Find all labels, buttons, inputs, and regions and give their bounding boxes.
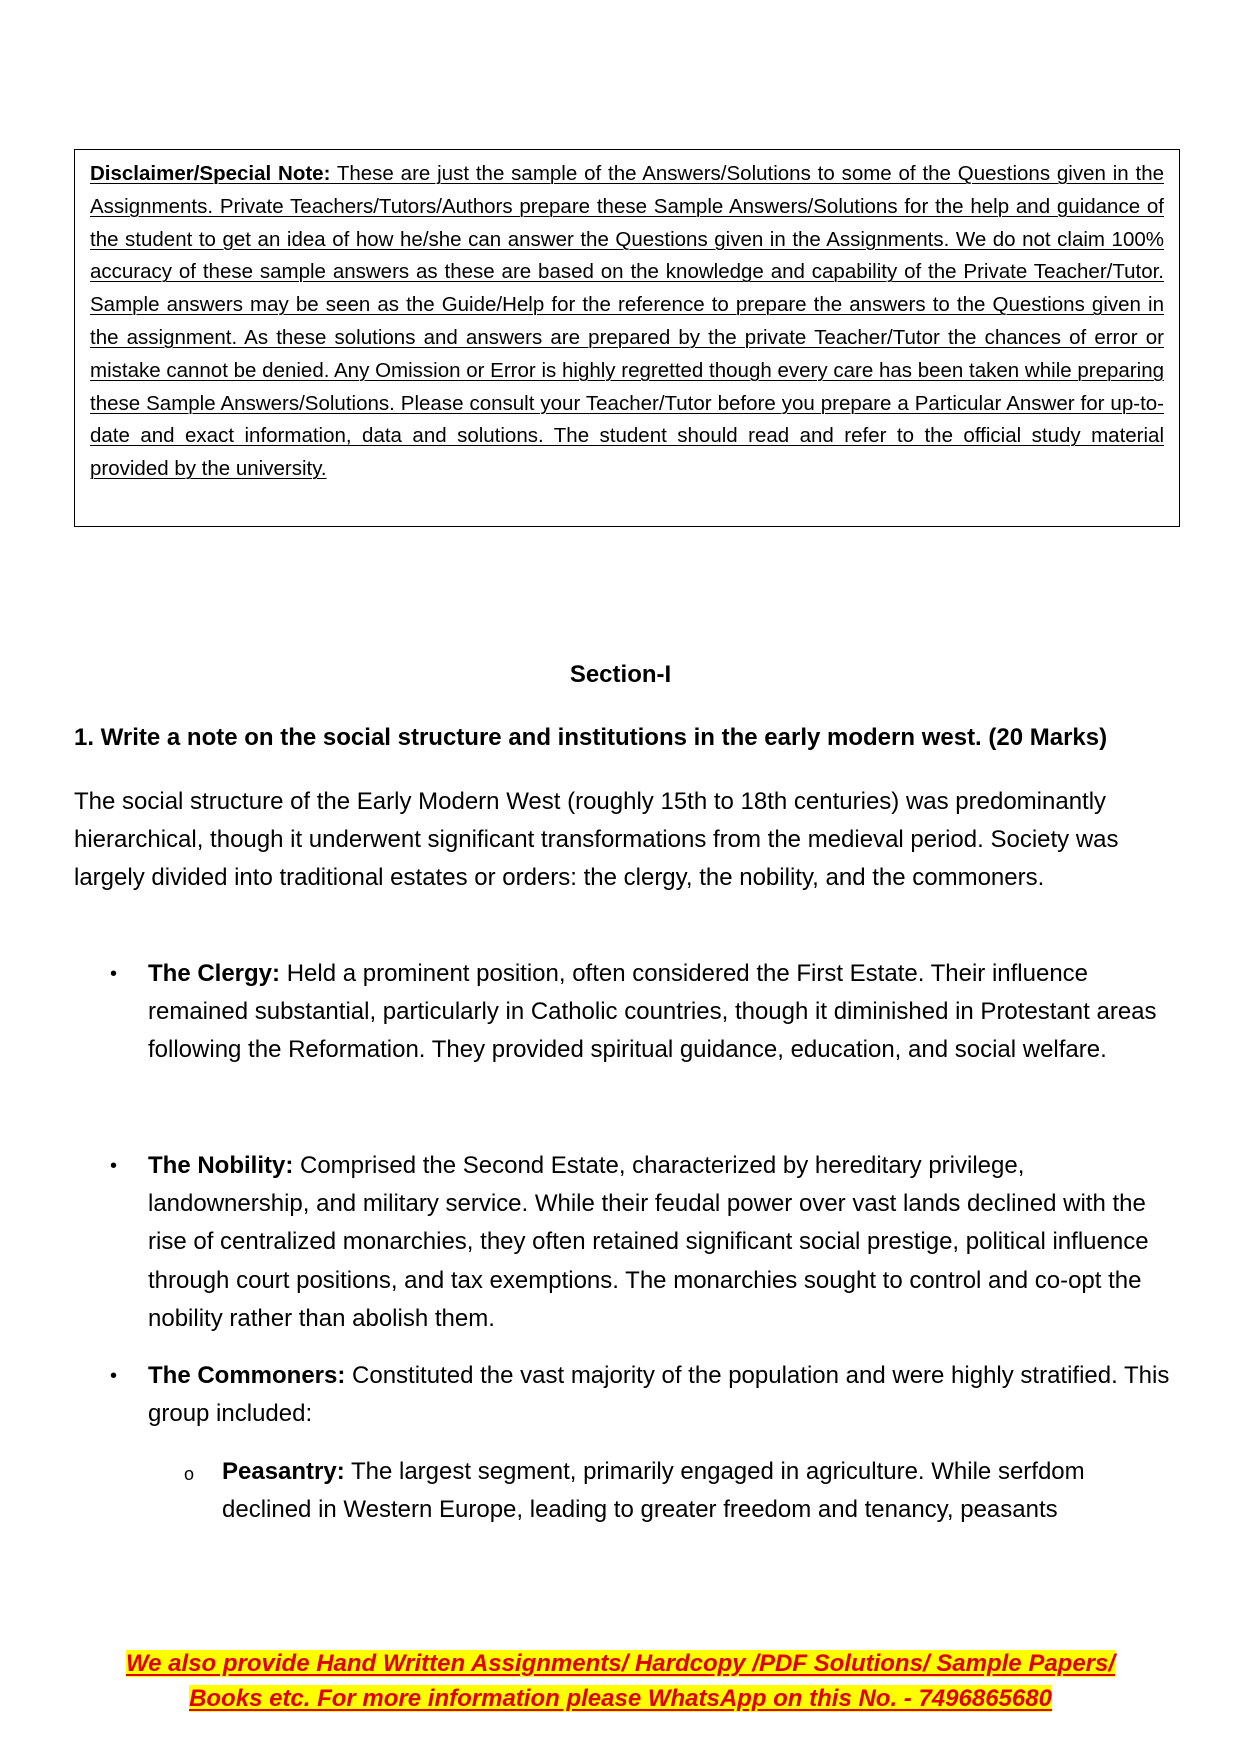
footer-line-1: We also provide Hand Written Assignments/ Hardcopy /PDF Solutions/ Sample Papers/ [125, 1650, 1116, 1677]
bullet-nobility [74, 1147, 1180, 1338]
bullet-text: Held a prominent position, often considered the First Estate. Their influence remained substantial, particularly in Catholic countries, though it diminished in Protestant areas following the Reformation. They provided spiritual guidance, education, and social welfare. [148, 960, 1157, 1064]
bullet-term: The Commoners: [148, 1362, 346, 1389]
footer-line-2: Books etc. For more information please WhatsApp on this No. - 7496865680 [189, 1685, 1052, 1712]
sub-bullet-peasantry [184, 1453, 1180, 1529]
sub-bullet-term: Peasantry: [222, 1458, 345, 1485]
intro-paragraph: The social structure of the Early Modern West (roughly 15th to 18th centuries) was predominantly hierarchical, though it underwent significant transformations from the medieval period. Society was largely divided into traditional estates or orders: the clergy, the nobility, and the commoners. [74, 788, 1119, 892]
bullet-text: Constituted the vast majority of the population and were highly stratified. This group included: [148, 1362, 1170, 1428]
bullet-term: The Nobility: [148, 1152, 294, 1179]
bullet-text: Comprised the Second Estate, characterized by hereditary privilege, landownership, and military service. While their feudal power over vast lands declined with the rise of centralized monarchies, they often retained significant social prestige, political influence through court positions, and tax exemptions. The monarchies sought to control and co-opt the nobility rather than abolish them. [148, 1152, 1149, 1332]
bullet-content [148, 1357, 1180, 1433]
disclaimer-box [74, 149, 1180, 527]
bullet-content [148, 955, 1180, 1070]
disclaimer-body: These are just the sample of the Answers/Solutions to some of the Questions given in the Assignments. Private Teachers/Tutors/Authors prepare these Sample Answers/Solutions for the help and guidance of the student to get an idea of how he/she can answer the Questions given in the Assignments. We do not claim 100% accuracy of these sample answers as these are based on the knowledge and capability of the Private Teacher/Tutor. Sample answers may be seen as the Guide/Help for the reference to prepare the answers to the Questions given in the assignment. As these solutions and answers are prepared by the private Teacher/Tutor the chances of error or mistake cannot be denied. Any Omission or Error is highly regretted though every care has been taken while preparing these Sample Answers/Solutions. Please consult your Teacher/Tutor before you prepare a Particular Answer for up-to-date and exact information, data and solutions. The student should read and refer to the official study material provided by the university. [90, 162, 1165, 481]
bullet-marker: • [110, 1155, 118, 1177]
bullet-commoners [74, 1357, 1180, 1433]
bullet-marker: • [110, 963, 118, 985]
question-heading: 1. Write a note on the social structure and institutions in the early modern west. (20 Marks) [74, 724, 1108, 751]
bullet-marker: • [110, 1365, 118, 1387]
disclaimer-lead: Disclaimer/Special Note: [90, 162, 331, 185]
bullet-term: The Clergy: [148, 960, 281, 987]
bullet-content [148, 1147, 1180, 1338]
sub-bullet-marker: o [184, 1464, 195, 1484]
bullet-clergy [74, 955, 1180, 1070]
sub-bullet-text: The largest segment, primarily engaged in agriculture. While serfdom declined in Western Europe, leading to greater freedom and tenancy, peasants [222, 1458, 1085, 1524]
footer-promo [0, 1646, 1241, 1716]
section-title: Section-I [569, 661, 672, 688]
sub-bullet-content [222, 1453, 1180, 1529]
